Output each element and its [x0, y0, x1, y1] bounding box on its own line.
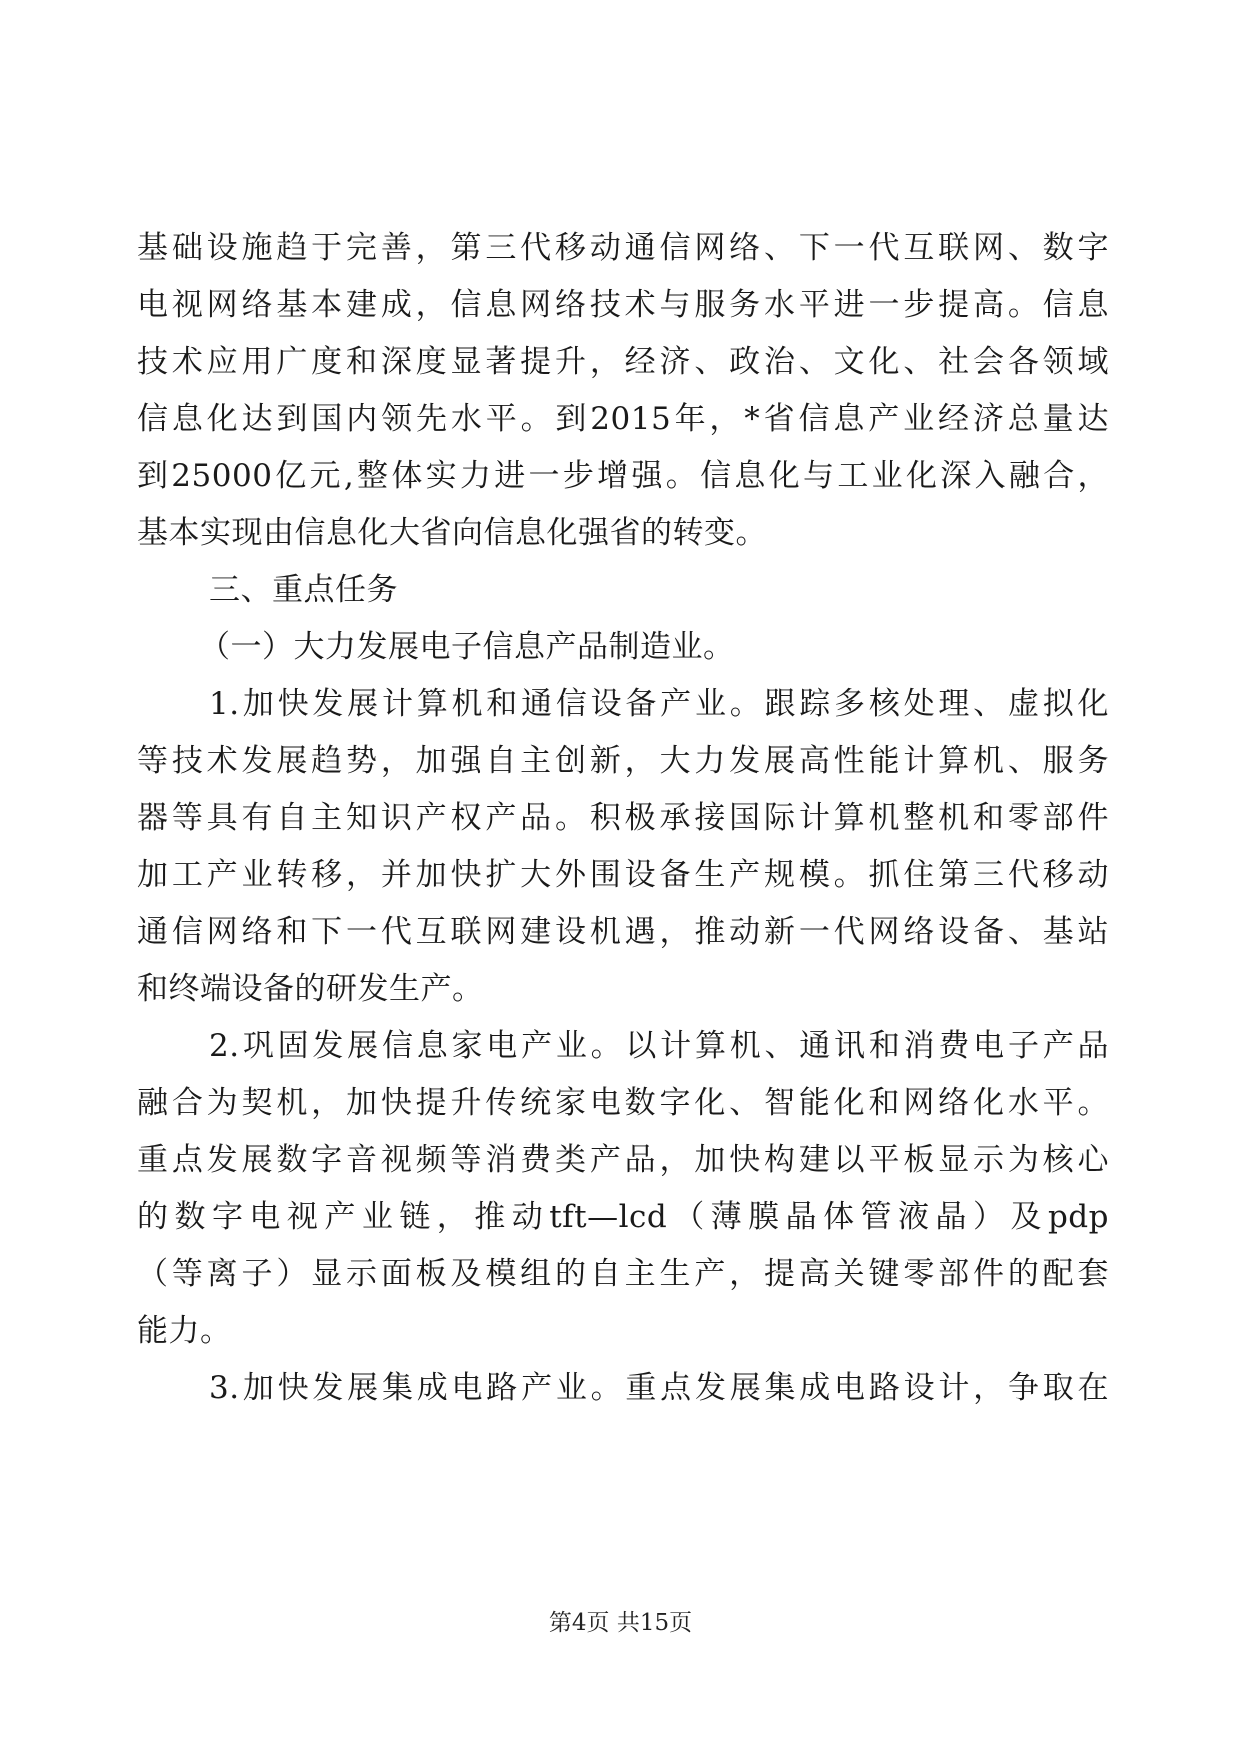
page-footer [0, 1608, 1241, 1638]
text-line: 1.加快发展计算机和通信设备产业。跟踪多核处理、虚拟化 [209, 686, 1109, 722]
text-line: 通信网络和下一代互联网建设机遇，推动新一代网络设备、基站 [137, 914, 1109, 950]
text-line: 能力。 [137, 1313, 232, 1349]
section-heading: 三、重点任务 [209, 572, 398, 608]
page-number: 第4页 共15页 [548, 1610, 693, 1636]
text-line: 重点发展数字音视频等消费类产品，加快构建以平板显示为核心 [137, 1142, 1109, 1178]
text-line: 信息化达到国内领先水平。到2015年，*省信息产业经济总量达 [137, 401, 1109, 437]
text-line: 和终端设备的研发生产。 [137, 971, 484, 1007]
text-line: 技术应用广度和深度显著提升，经济、政治、文化、社会各领域 [137, 344, 1109, 380]
subsection-heading: （一）大力发展电子信息产品制造业。 [199, 629, 735, 665]
text-line: 加工产业转移，并加快扩大外围设备生产规模。抓住第三代移动 [137, 857, 1109, 893]
text-line: 基本实现由信息化大省向信息化强省的转变。 [137, 515, 767, 551]
text-line: 2.巩固发展信息家电产业。以计算机、通讯和消费电子产品 [209, 1028, 1109, 1064]
text-line: （等离子）显示面板及模组的自主生产，提高关键零部件的配套 [137, 1256, 1109, 1292]
text-line: 融合为契机，加快提升传统家电数字化、智能化和网络化水平。 [137, 1085, 1109, 1121]
text-line: 的数字电视产业链，推动tft—lcd（薄膜晶体管液晶）及pdp [137, 1199, 1109, 1235]
text-line: 3.加快发展集成电路产业。重点发展集成电路设计，争取在 [209, 1370, 1109, 1406]
text-line: 等技术发展趋势，加强自主创新，大力发展高性能计算机、服务 [137, 743, 1109, 779]
text-line: 到25000亿元,整体实力进一步增强。信息化与工业化深入融合， [137, 458, 1109, 494]
text-line: 基础设施趋于完善，第三代移动通信网络、下一代互联网、数字 [137, 230, 1109, 266]
text-line: 器等具有自主知识产权产品。积极承接国际计算机整机和零部件 [137, 800, 1109, 836]
text-line: 电视网络基本建成，信息网络技术与服务水平进一步提高。信息 [137, 287, 1109, 323]
